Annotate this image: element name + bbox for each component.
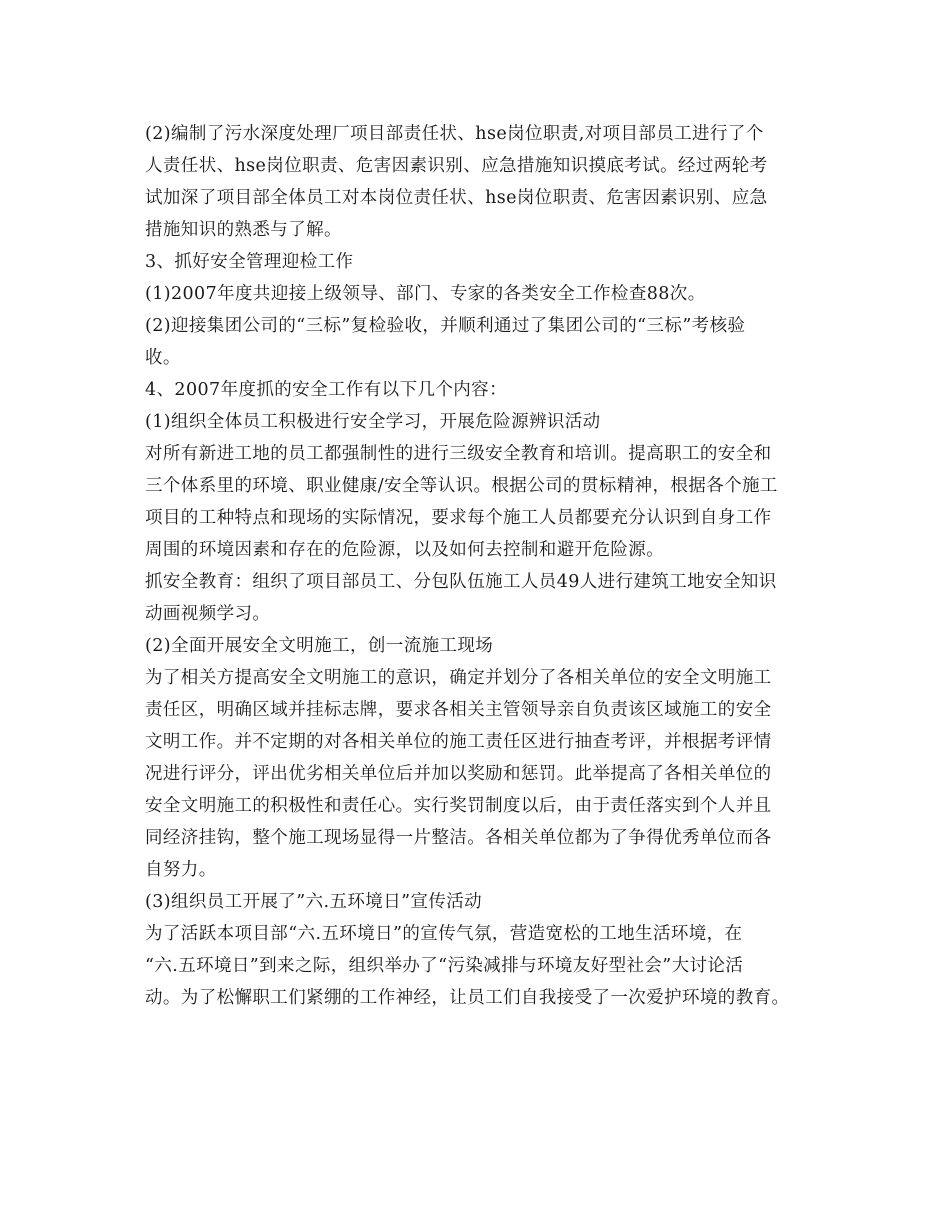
- text-line: 况进行评分，评出优劣相关单位后并加以奖励和惩罚。此举提高了各相关单位的: [145, 764, 772, 784]
- section-heading: 3、抓好安全管理迎检工作: [145, 252, 354, 272]
- text-line: “六.五环境日”到来之际，组织举办了“污染减排与环境友好型社会”大讨论活: [145, 956, 744, 976]
- subsection-heading: (1)组织全体员工积极进行安全学习，开展危险源辨识活动: [145, 412, 601, 432]
- subsection-heading: (2)全面开展安全文明施工，创一流施工现场: [145, 636, 494, 656]
- text-line: 人责任状、hse岗位职责、危害因素识别、应急措施知识摸底考试。经过两轮考: [145, 156, 768, 176]
- text-line: 动画视频学习。: [145, 604, 271, 624]
- text-line: 为了活跃本项目部“六.五环境日”的宣传气氛，营造宽松的工地生活环境，在: [145, 924, 743, 944]
- text-line: (2)编制了污水深度处理厂项目部责任状、hse岗位职责,对项目部员工进行了个: [145, 124, 764, 144]
- text-line: 安全文明施工的积极性和责任心。实行奖罚制度以后，由于责任落实到个人并且: [145, 796, 772, 816]
- text-line: 责任区，明确区域并挂标志牌，要求各相关主管领导亲自负责该区域施工的安全: [145, 700, 772, 720]
- document-body: [145, 118, 825, 1014]
- text-line: 项目的工种特点和现场的实际情况，要求每个施工人员都要充分认识到自身工作: [145, 508, 772, 528]
- text-line: 动。为了松懈职工们紧绷的工作神经，让员工们自我接受了一次爱护环境的教育。: [145, 988, 790, 1008]
- text-line: (1)2007年度共迎接上级领导、部门、专家的各类安全工作检查88次。: [145, 284, 706, 304]
- text-line: (2)迎接集团公司的“三标”复检验收，并顺利通过了集团公司的“三标”考核验: [145, 316, 746, 336]
- section-heading: 4、2007年度抓的安全工作有以下几个内容：: [145, 380, 507, 400]
- text-line: 为了相关方提高安全文明施工的意识，确定并划分了各相关单位的安全文明施工: [145, 668, 772, 688]
- text-line: 收。: [145, 348, 181, 368]
- text-line: 自努力。: [145, 860, 217, 880]
- text-line: 三个体系里的环境、职业健康/安全等认识。根据公司的贯标精神，根据各个施工: [145, 476, 778, 496]
- text-line: 同经济挂钩，整个施工现场显得一片整洁。各相关单位都为了争得优秀单位而各: [145, 828, 772, 848]
- text-line: 对所有新进工地的员工都强制性的进行三级安全教育和培训。提高职工的安全和: [145, 444, 772, 464]
- text-line: 周围的环境因素和存在的危险源，以及如何去控制和避开危险源。: [145, 540, 665, 560]
- text-line: 试加深了项目部全体员工对本岗位责任状、hse岗位职责、危害因素识别、应急: [145, 188, 768, 208]
- subsection-heading: (3)组织员工开展了”六.五环境日”宣传活动: [145, 892, 483, 912]
- text-line: 文明工作。并不定期的对各相关单位的施工责任区进行抽查考评，并根据考评情: [145, 732, 772, 752]
- text-line: 措施知识的熟悉与了解。: [145, 220, 342, 240]
- text-line: 抓安全教育：组织了项目部员工、分包队伍施工人员49人进行建筑工地安全知识: [145, 572, 777, 592]
